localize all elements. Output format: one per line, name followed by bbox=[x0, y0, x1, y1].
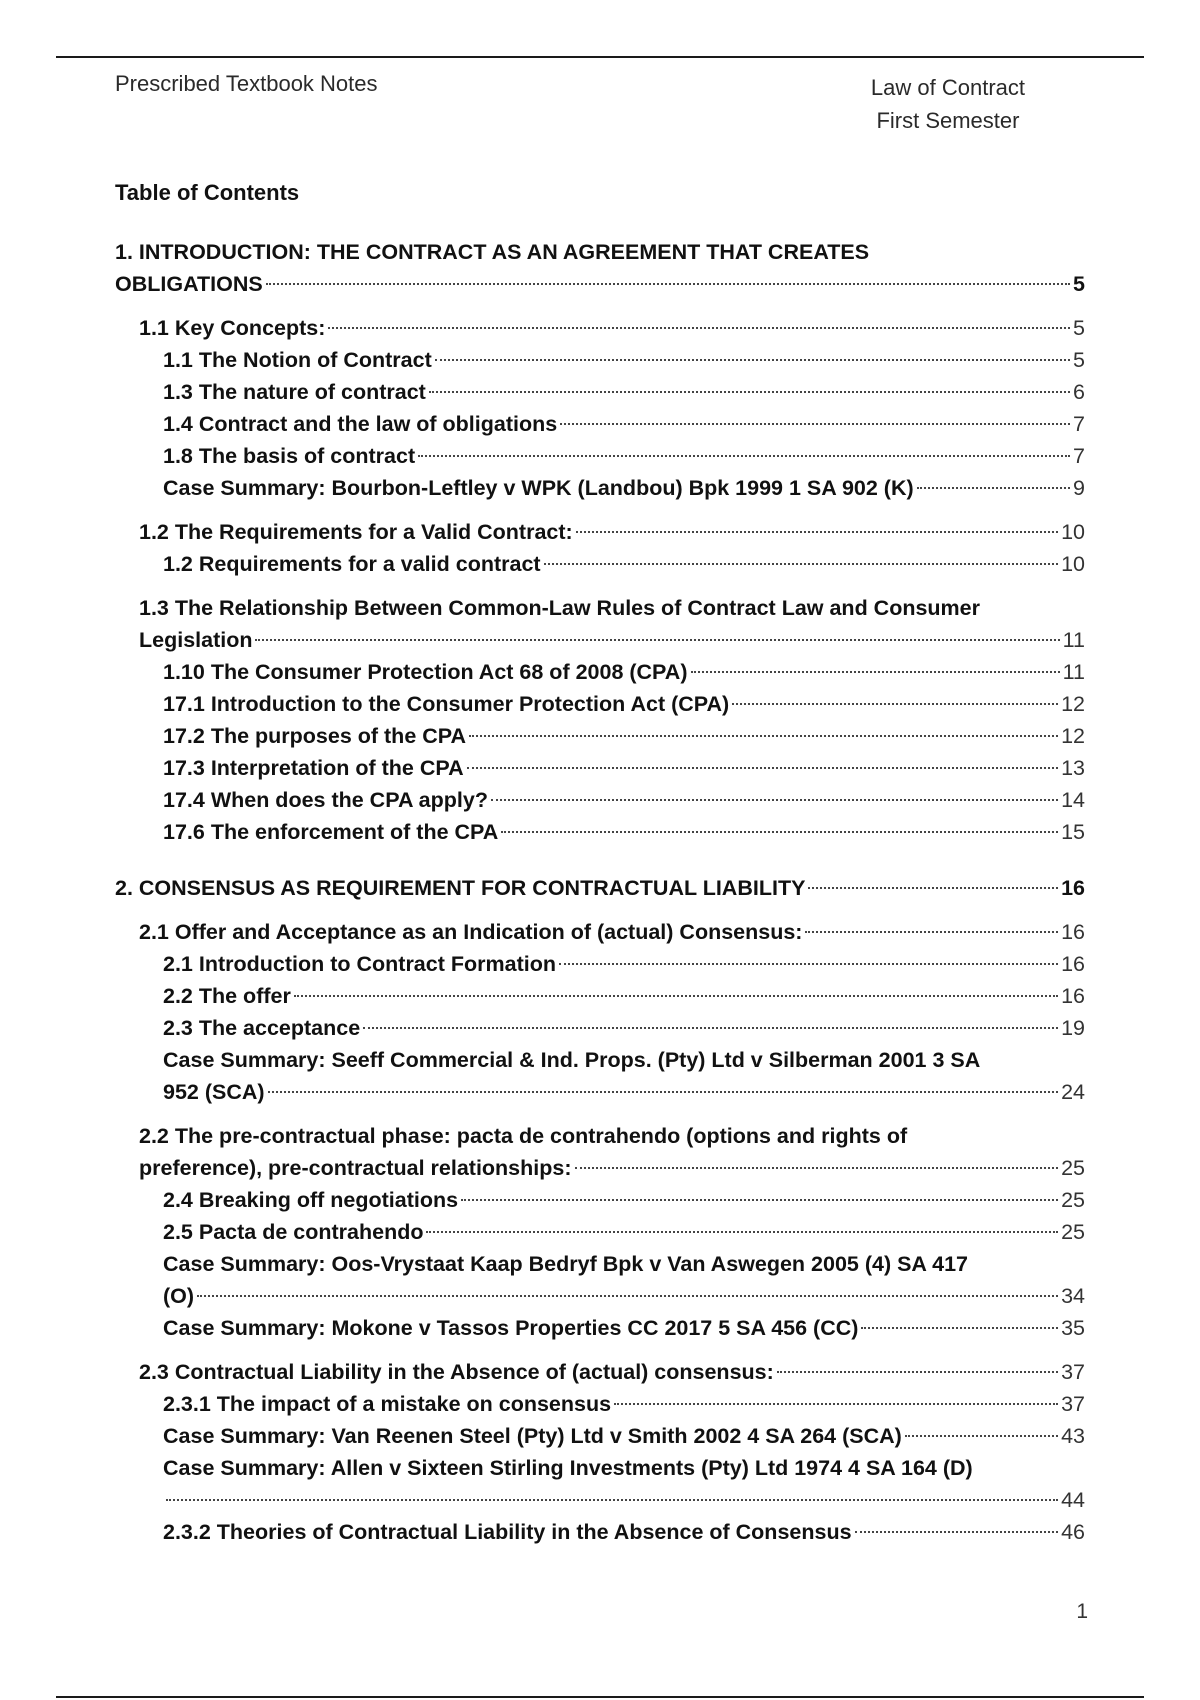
toc-entry-page: 43 bbox=[1061, 1424, 1085, 1448]
toc-entry-title-cont: preference), pre-contractual relationships: bbox=[139, 1156, 572, 1180]
toc-entry-page: 35 bbox=[1061, 1316, 1085, 1340]
toc-entry-title: 1.1 Key Concepts: bbox=[139, 316, 326, 340]
toc-entry-page: 24 bbox=[1061, 1080, 1085, 1104]
toc-entry-title-cont: 952 (SCA) bbox=[163, 1080, 265, 1104]
toc-entry-title: Case Summary: Oos-Vrystaat Kaap Bedryf Bpk v Van Aswegen 2005 (4) SA 417 bbox=[163, 1252, 969, 1276]
toc-entry-page: 34 bbox=[1061, 1284, 1085, 1308]
toc-leader-dots bbox=[808, 887, 1058, 889]
toc-entry[interactable] bbox=[163, 688, 1085, 720]
toc-entry-title: 17.4 When does the CPA apply? bbox=[163, 788, 488, 812]
toc-entry-page: 13 bbox=[1061, 756, 1085, 780]
toc-entry-page: 37 bbox=[1061, 1360, 1085, 1384]
toc-entry-title: 1.4 Contract and the law of obligations bbox=[163, 412, 558, 436]
toc-entry[interactable] bbox=[139, 1356, 1085, 1388]
toc-entry[interactable] bbox=[163, 816, 1085, 848]
toc-entry-title: 2.3 Contractual Liability in the Absence of (actual) consensus: bbox=[139, 1360, 774, 1384]
toc-leader-dots bbox=[469, 735, 1058, 737]
toc-entry-page: 12 bbox=[1061, 724, 1085, 748]
toc-entry[interactable] bbox=[163, 1012, 1085, 1044]
toc-leader-dots bbox=[426, 1231, 1058, 1233]
toc-leader-dots bbox=[777, 1371, 1058, 1373]
toc-entry-title: 2.3 The acceptance bbox=[163, 1016, 361, 1040]
toc-entry-page: 16 bbox=[1061, 984, 1085, 1008]
toc-leader-dots bbox=[501, 831, 1058, 833]
toc-entry-title: 2.5 Pacta de contrahendo bbox=[163, 1220, 424, 1244]
toc-entry[interactable] bbox=[163, 376, 1085, 408]
toc-entry-title: 1.1 The Notion of Contract bbox=[163, 348, 432, 372]
toc-entry-title-cont: OBLIGATIONS bbox=[115, 272, 263, 296]
header-right bbox=[871, 71, 1025, 137]
toc-leader-dots bbox=[855, 1531, 1059, 1533]
toc-entry-page: 5 bbox=[1073, 272, 1085, 296]
toc-entry[interactable] bbox=[163, 784, 1085, 816]
toc-leader-dots bbox=[266, 283, 1070, 285]
toc-entry-page: 44 bbox=[1061, 1488, 1085, 1512]
toc-entries bbox=[115, 236, 1085, 1548]
bottom-rule bbox=[56, 1696, 1144, 1698]
page-number: 1 bbox=[1076, 1600, 1088, 1623]
toc-title: Table of Contents bbox=[115, 180, 300, 205]
toc-entry-page: 11 bbox=[1062, 660, 1085, 684]
toc-entry-page: 14 bbox=[1061, 788, 1085, 812]
toc-entry-page: 25 bbox=[1061, 1220, 1085, 1244]
toc-entry[interactable] bbox=[163, 1312, 1085, 1344]
toc-entry-page: 16 bbox=[1061, 920, 1085, 944]
toc-entry-page: 5 bbox=[1073, 348, 1085, 372]
toc-entry-title-cont: Legislation bbox=[139, 628, 253, 652]
toc-entry-page: 12 bbox=[1061, 692, 1085, 716]
toc-leader-dots bbox=[691, 671, 1060, 673]
toc-entry-title: 1. INTRODUCTION: THE CONTRACT AS AN AGREEMENT THAT CREATES bbox=[115, 240, 870, 264]
toc-leader-dots bbox=[861, 1327, 1058, 1329]
toc-leader-dots bbox=[905, 1435, 1058, 1437]
toc-entry-page: 7 bbox=[1073, 444, 1085, 468]
toc-entry[interactable] bbox=[139, 516, 1085, 548]
toc-entry-page: 16 bbox=[1061, 952, 1085, 976]
toc-leader-dots bbox=[467, 767, 1058, 769]
toc-entry[interactable] bbox=[163, 656, 1085, 688]
toc-leader-dots bbox=[268, 1091, 1059, 1093]
toc-entry-title: 2.3.1 The impact of a mistake on consensus bbox=[163, 1392, 612, 1416]
toc-entry-page: 10 bbox=[1061, 552, 1085, 576]
toc-entry[interactable] bbox=[163, 1216, 1085, 1248]
toc-entry-title: 1.10 The Consumer Protection Act 68 of 2008 (CPA) bbox=[163, 660, 688, 684]
toc-entry-title: 1.8 The basis of contract bbox=[163, 444, 416, 468]
toc-leader-dots bbox=[418, 455, 1070, 457]
toc-entry-title: 2.2 The offer bbox=[163, 984, 291, 1008]
toc-entry-title: 17.3 Interpretation of the CPA bbox=[163, 756, 464, 780]
toc-leader-dots bbox=[255, 639, 1059, 641]
toc-entry-title: Case Summary: Allen v Sixteen Stirling Investments (Pty) Ltd 1974 4 SA 164 (D) bbox=[163, 1456, 973, 1480]
toc-entry-title: 2.2 The pre-contractual phase: pacta de contrahendo (options and rights of bbox=[139, 1124, 908, 1148]
table-of-contents bbox=[115, 180, 1085, 1548]
toc-entry-title: Case Summary: Van Reenen Steel (Pty) Ltd v Smith 2002 4 SA 264 (SCA) bbox=[163, 1424, 902, 1448]
toc-entry[interactable] bbox=[139, 312, 1085, 344]
toc-entry[interactable] bbox=[163, 980, 1085, 1012]
toc-entry[interactable] bbox=[163, 1420, 1085, 1452]
toc-leader-dots bbox=[560, 423, 1070, 425]
toc-entry-title: 2.3.2 Theories of Contractual Liability in the Absence of Consensus bbox=[163, 1520, 852, 1544]
toc-entry-line2 bbox=[163, 1280, 1085, 1312]
toc-entry[interactable] bbox=[163, 472, 1085, 504]
toc-entry-page: 37 bbox=[1061, 1392, 1085, 1416]
toc-entry[interactable] bbox=[139, 916, 1085, 948]
toc-entry[interactable] bbox=[139, 592, 1085, 656]
toc-entry-page: 5 bbox=[1073, 316, 1085, 340]
toc-entry[interactable] bbox=[163, 752, 1085, 784]
header-left: Prescribed Textbook Notes bbox=[115, 71, 378, 96]
toc-entry[interactable] bbox=[163, 1044, 1085, 1108]
toc-entry-page: 11 bbox=[1062, 628, 1085, 652]
toc-leader-dots bbox=[429, 391, 1070, 393]
toc-leader-dots bbox=[491, 799, 1058, 801]
toc-entry-title-cont: (O) bbox=[163, 1284, 195, 1308]
toc-entry[interactable] bbox=[163, 548, 1085, 580]
toc-entry-title: 1.3 The nature of contract bbox=[163, 380, 426, 404]
toc-entry-title: 2.1 Offer and Acceptance as an Indication of (actual) Consensus: bbox=[139, 920, 803, 944]
toc-entry-title: 2.1 Introduction to Contract Formation bbox=[163, 952, 556, 976]
toc-leader-dots bbox=[917, 487, 1070, 489]
toc-entry-title: 17.2 The purposes of the CPA bbox=[163, 724, 467, 748]
toc-entry[interactable] bbox=[115, 872, 1085, 904]
toc-entry-page: 16 bbox=[1061, 876, 1085, 900]
toc-entry[interactable] bbox=[115, 236, 1085, 300]
toc-leader-dots bbox=[575, 1167, 1059, 1169]
toc-leader-dots bbox=[435, 359, 1070, 361]
toc-entry[interactable] bbox=[163, 948, 1085, 980]
toc-leader-dots bbox=[559, 963, 1058, 965]
toc-entry-page: 25 bbox=[1061, 1156, 1085, 1180]
toc-leader-dots bbox=[732, 703, 1058, 705]
toc-entry-line2 bbox=[163, 1484, 1085, 1516]
toc-entry[interactable] bbox=[163, 344, 1085, 376]
toc-leader-dots bbox=[805, 931, 1058, 933]
toc-entry-title: 17.6 The enforcement of the CPA bbox=[163, 820, 499, 844]
toc-entry-page: 46 bbox=[1061, 1520, 1085, 1544]
toc-entry-page: 15 bbox=[1061, 820, 1085, 844]
toc-leader-dots bbox=[294, 995, 1058, 997]
toc-leader-dots bbox=[363, 1027, 1058, 1029]
toc-entry[interactable] bbox=[139, 1120, 1085, 1184]
toc-entry-page: 9 bbox=[1073, 476, 1085, 500]
toc-entry-page: 10 bbox=[1061, 520, 1085, 544]
toc-entry-page: 7 bbox=[1073, 412, 1085, 436]
toc-leader-dots bbox=[544, 563, 1059, 565]
toc-entry[interactable] bbox=[163, 408, 1085, 440]
toc-leader-dots bbox=[614, 1403, 1058, 1405]
header-semester: First Semester bbox=[876, 108, 1020, 133]
toc-entry-title: Case Summary: Bourbon-Leftley v WPK (Landbou) Bpk 1999 1 SA 902 (K) bbox=[163, 476, 914, 500]
toc-entry-page: 6 bbox=[1073, 380, 1085, 404]
toc-entry[interactable] bbox=[163, 1248, 1085, 1312]
toc-entry[interactable] bbox=[163, 1516, 1085, 1548]
toc-leader-dots bbox=[166, 1499, 1058, 1501]
toc-entry-title: 17.1 Introduction to the Consumer Protection Act (CPA) bbox=[163, 692, 730, 716]
toc-entry-line2 bbox=[163, 1076, 1085, 1108]
toc-leader-dots bbox=[328, 327, 1070, 329]
header-course: Law of Contract bbox=[870, 75, 1025, 100]
toc-leader-dots bbox=[461, 1199, 1058, 1201]
toc-entry[interactable] bbox=[163, 720, 1085, 752]
toc-entry[interactable] bbox=[163, 1184, 1085, 1216]
toc-entry[interactable] bbox=[163, 1452, 1085, 1516]
toc-entry-title: 1.3 The Relationship Between Common-Law Rules of Contract Law and Consumer bbox=[139, 596, 980, 620]
toc-entry[interactable] bbox=[163, 440, 1085, 472]
toc-entry-line2 bbox=[139, 1152, 1085, 1184]
toc-entry-page: 25 bbox=[1061, 1188, 1085, 1212]
toc-entry-line2 bbox=[139, 624, 1085, 656]
toc-entry-title: 2. CONSENSUS AS REQUIREMENT FOR CONTRACTUAL LIABILITY bbox=[115, 876, 806, 900]
toc-entry-title: Case Summary: Seeff Commercial & Ind. Props. (Pty) Ltd v Silberman 2001 3 SA bbox=[163, 1048, 981, 1072]
toc-entry-page: 19 bbox=[1061, 1016, 1085, 1040]
toc-leader-dots bbox=[576, 531, 1058, 533]
toc-entry[interactable] bbox=[163, 1388, 1085, 1420]
toc-leader-dots bbox=[197, 1295, 1058, 1297]
toc-entry-title: 2.4 Breaking off negotiations bbox=[163, 1188, 459, 1212]
toc-entry-title: 1.2 Requirements for a valid contract bbox=[163, 552, 541, 576]
toc-entry-title: 1.2 The Requirements for a Valid Contract: bbox=[139, 520, 573, 544]
toc-entry-line2 bbox=[115, 268, 1085, 300]
top-rule bbox=[56, 56, 1144, 58]
toc-entry-title: Case Summary: Mokone v Tassos Properties CC 2017 5 SA 456 (CC) bbox=[163, 1316, 859, 1340]
